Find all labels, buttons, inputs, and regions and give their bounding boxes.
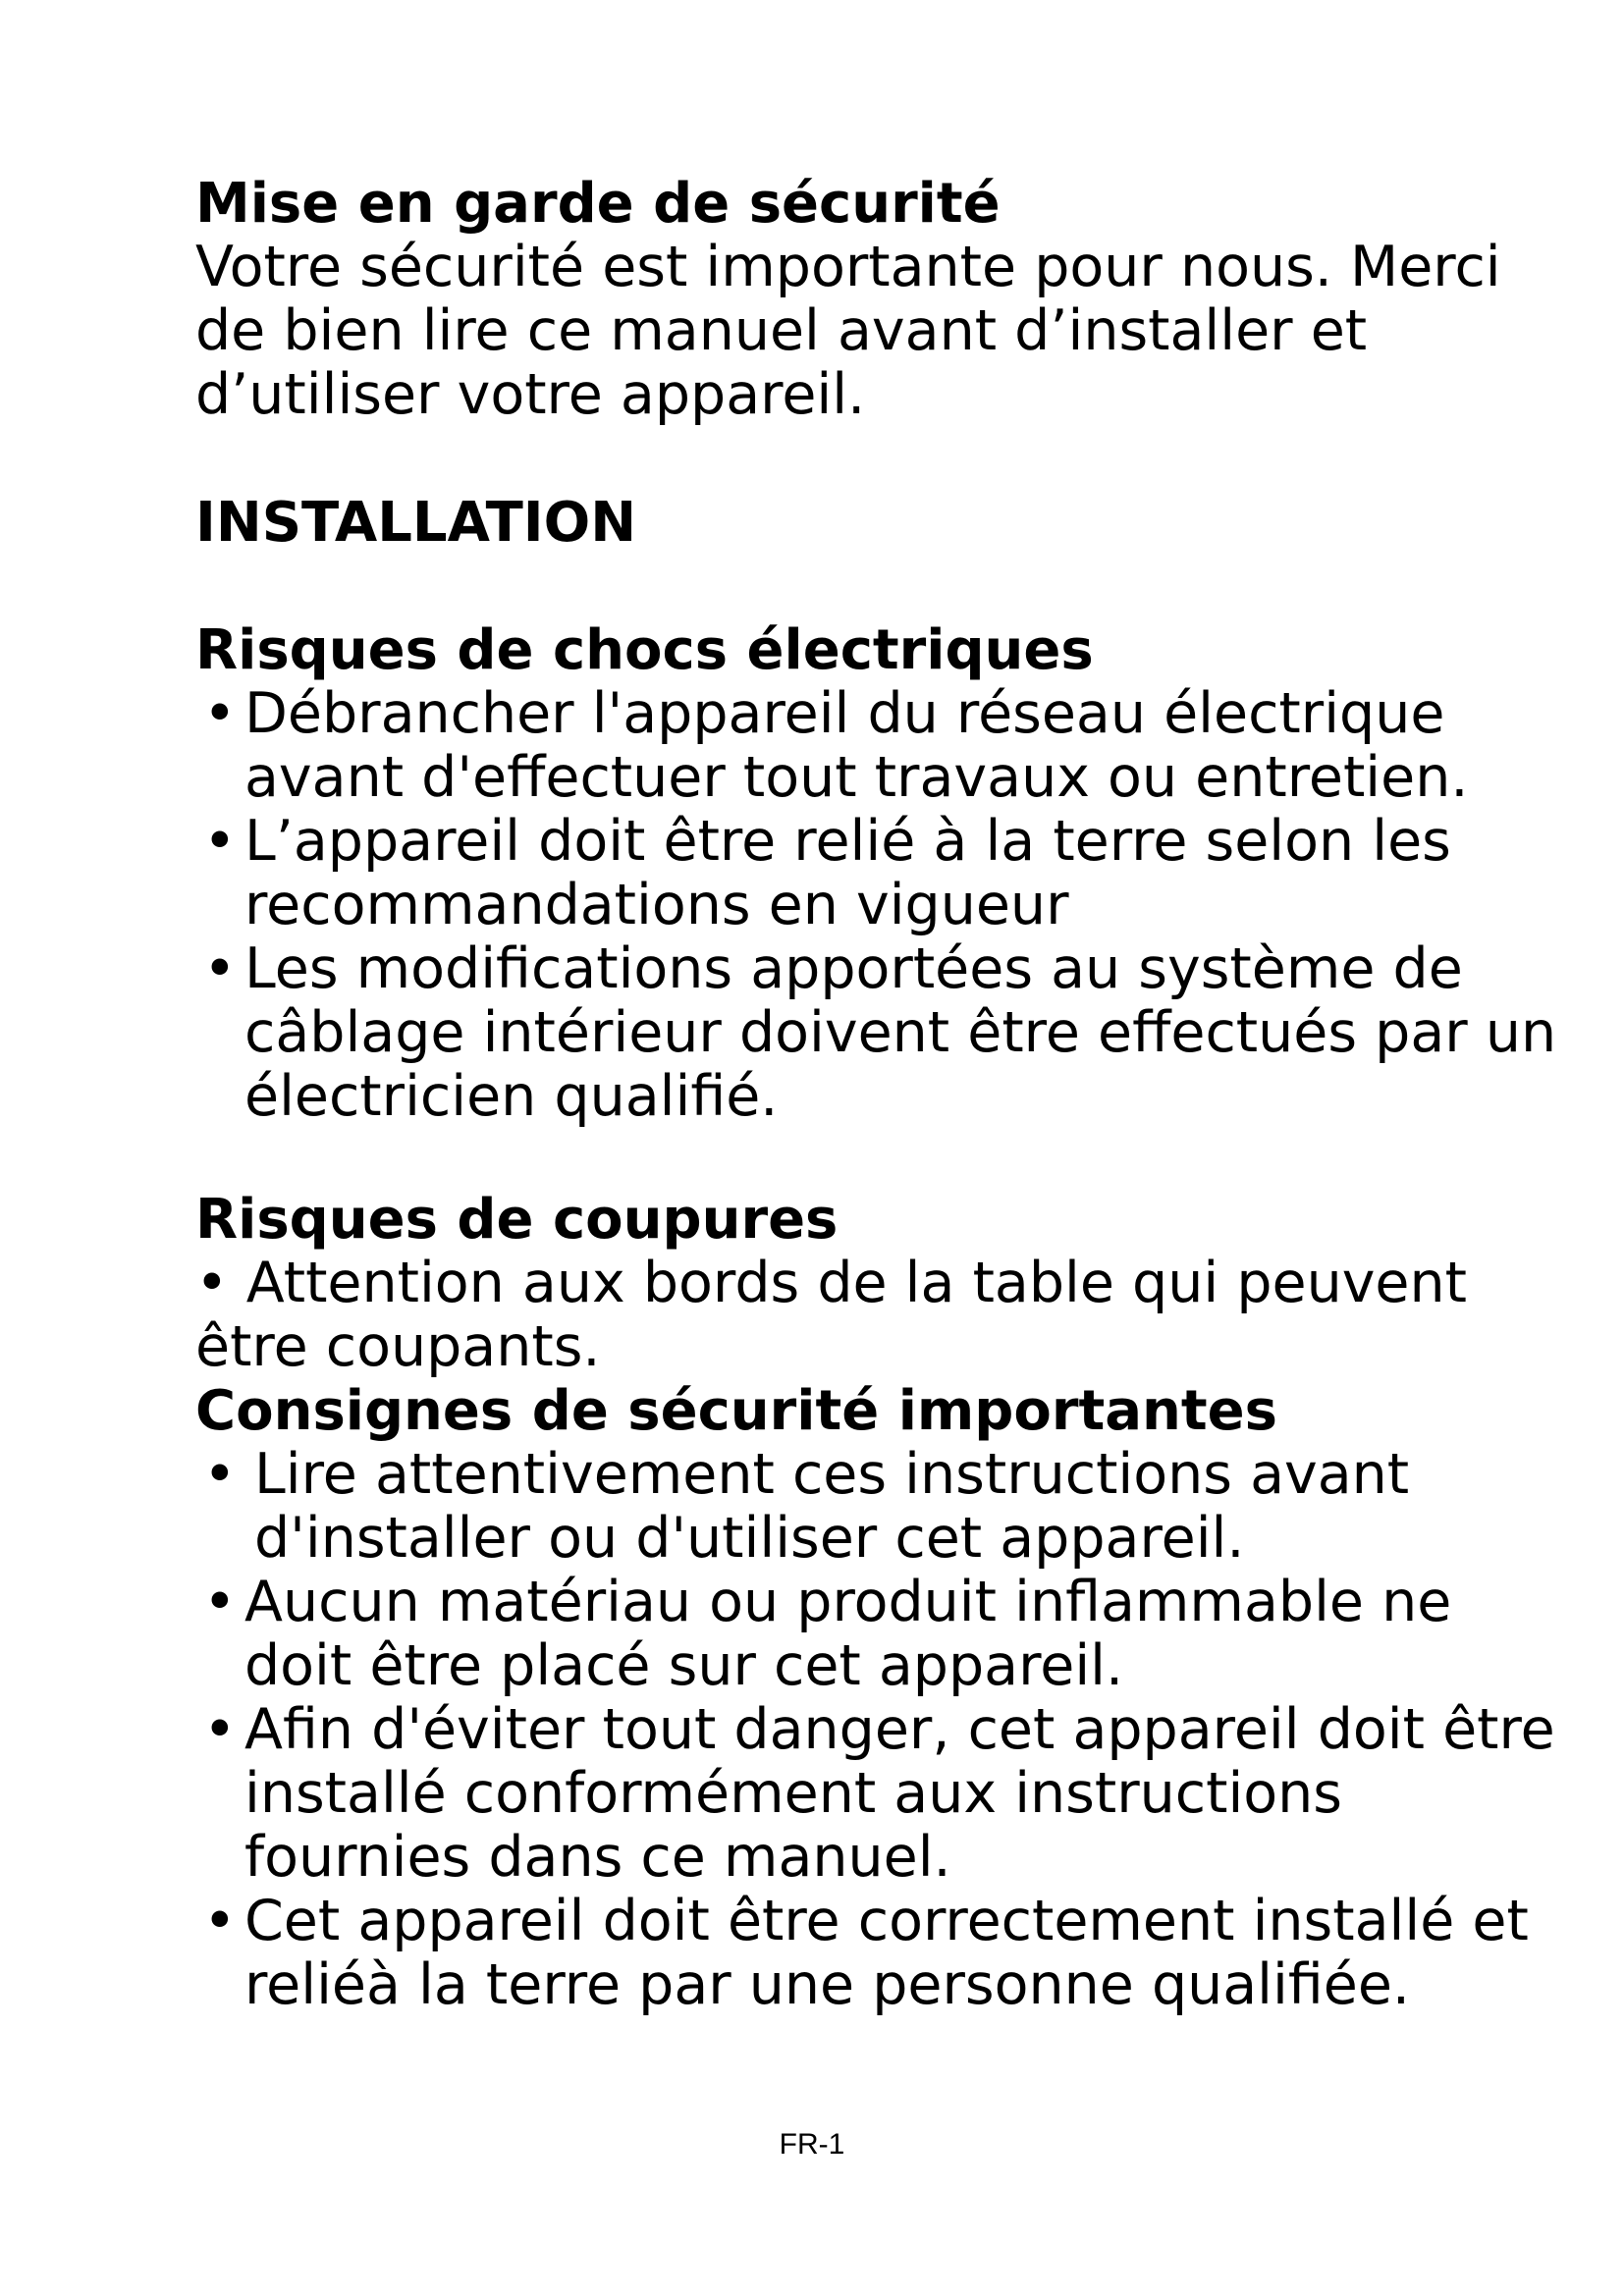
list-item: • Les modifications apportées au système de câblage intérieur doivent être effectués par un électricien qualifié. xyxy=(203,936,1557,1129)
cuts-item-line2: être coupants. xyxy=(195,1314,601,1379)
safety-intro: Votre sécurité est importante pour nous. Merci de bien lire ce manuel avant d’installer et d’utiliser votre appareil. xyxy=(195,235,1501,427)
cuts-heading: Risques de coupures xyxy=(195,1188,839,1252)
electric-heading: Risques de chocs électriques xyxy=(195,618,1094,682)
list-item: • Débrancher l'appareil du réseau électrique avant d'effectuer tout travaux ou entretien. xyxy=(203,681,1469,810)
installation-heading: INSTALLATION xyxy=(195,491,637,555)
safety-heading: Mise en garde de sécurité xyxy=(195,172,1001,236)
electric-list xyxy=(195,682,1570,1129)
list-item: • Lire attentivement ces instructions avant d'installer ou d'utiliser cet appareil. xyxy=(203,1442,1410,1571)
list-item: • Aucun matériau ou produit inflammable ne doit être placé sur cet appareil. xyxy=(203,1570,1452,1698)
cuts-item-line1: • Attention aux bords de la table qui peuvent xyxy=(195,1251,1467,1315)
important-list xyxy=(195,1443,1570,2017)
list-item: • Cet appareil doit être correctement installé et reliéà la terre par une personne qualifiée. xyxy=(203,1889,1529,2017)
page-number: FR-1 xyxy=(779,2128,845,2161)
document-page xyxy=(195,172,1570,2017)
important-heading: Consignes de sécurité importantes xyxy=(195,1379,1277,1443)
list-item: • L’appareil doit être relié à la terre selon les recommandations en vigueur xyxy=(203,809,1451,937)
list-item: • Afin d'éviter tout danger, cet appareil doit être installé conformément aux instructions fournies dans ce manuel. xyxy=(203,1697,1555,1890)
